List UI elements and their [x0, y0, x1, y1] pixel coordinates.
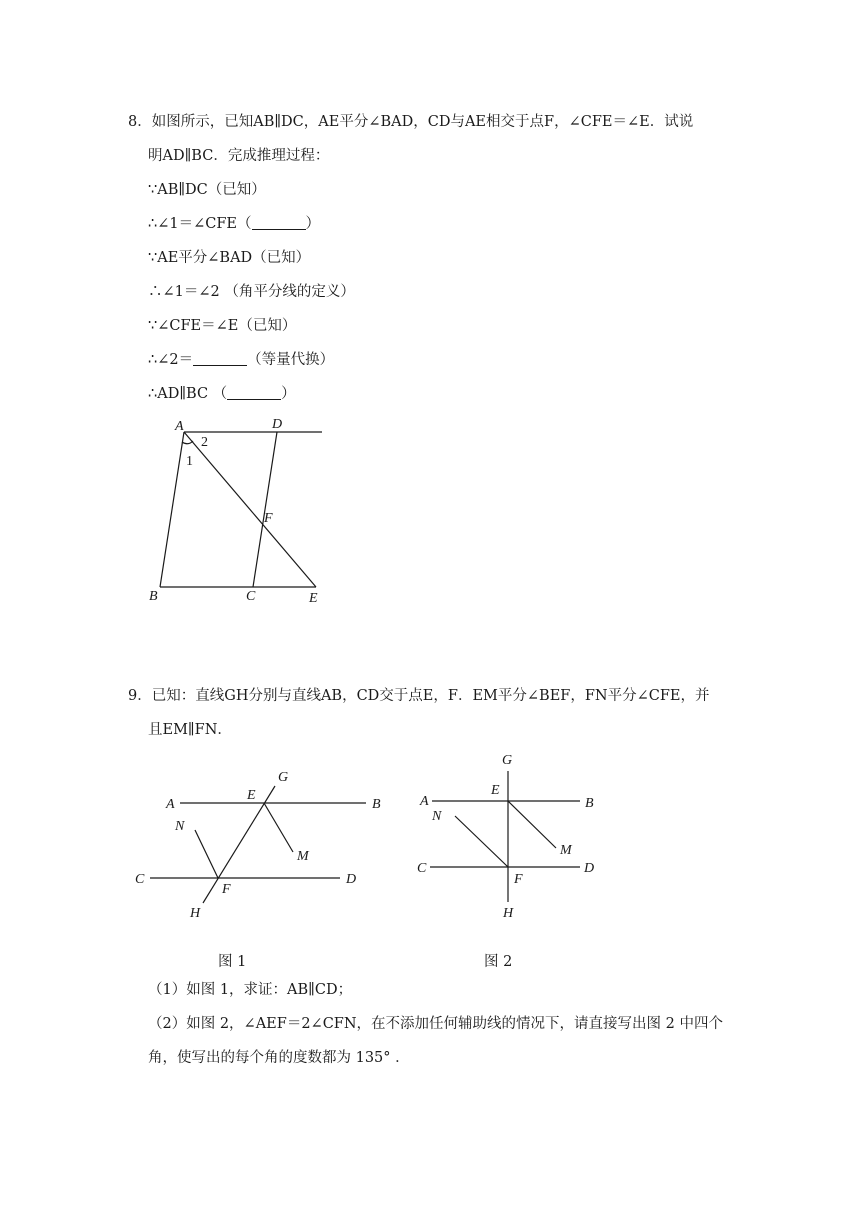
fig1-caption: 图 1: [218, 954, 247, 970]
q8-step-1: ∵AB∥DC（已知）: [148, 182, 266, 198]
q9-stem-text-1: 已知：直线GH分别与直线AB，CD交于点E，F．EM平分∠BEF，FN平分∠CFE，并: [151, 688, 710, 704]
fig1-label-B: B: [372, 797, 381, 812]
fig1-label-M: M: [297, 849, 309, 864]
q8-stem-text-1: 如图所示，已知AB∥DC，AE平分∠BAD，CD与AE相交于点F，∠CFE＝∠E．试说: [151, 114, 694, 130]
fig2-label-D: D: [584, 861, 595, 876]
q8-step-2-close: ）: [305, 216, 320, 232]
fig1-label-D: D: [346, 872, 357, 887]
fig2-label-C: C: [417, 861, 427, 876]
fig1-label-N: N: [175, 819, 185, 834]
fig2-label-B: B: [585, 796, 594, 811]
fig2-ray-FN: [455, 816, 508, 867]
q9-part-2-line1: （2）如图 2，∠AEF＝2∠CFN，在不添加任何辅助线的情况下，请直接写出图 2 中四个: [148, 1016, 723, 1032]
q8-step-6-suffix: （等量代换）: [247, 352, 335, 368]
fig1-label-G: G: [278, 770, 289, 785]
fig2-label-G: G: [502, 753, 513, 768]
q8-step-5: ∵∠CFE＝∠E（已知）: [148, 318, 297, 334]
fig2-label-F: F: [514, 872, 523, 887]
q8-label-A: A: [175, 419, 184, 434]
fig1-label-C: C: [135, 872, 145, 887]
q9-part-1: （1）如图 1，求证：AB∥CD；: [148, 982, 353, 998]
fig2-ray-EM: [508, 801, 556, 848]
q8-label-D: D: [272, 417, 283, 432]
q8-step-6-text: ∴∠2＝: [148, 352, 194, 368]
q8-step-3: ∵AE平分∠BAD（已知）: [148, 250, 311, 266]
q8-label-C: C: [246, 589, 256, 604]
q8-label-B: B: [149, 589, 158, 604]
q8-step-4: ∴∠1＝∠2 （角平分线的定义）: [148, 284, 355, 300]
fig1-label-F: F: [222, 882, 231, 897]
fig1-label-E: E: [247, 788, 256, 803]
q8-stem-line2: 明AD∥BC．完成推理过程：: [148, 148, 330, 164]
q9-stem-line2: 且EM∥FN．: [148, 722, 232, 738]
q9-number: 9．: [128, 688, 152, 704]
fig1-label-A: A: [166, 797, 175, 812]
fig2-label-A: A: [420, 794, 429, 809]
fig2-label-E: E: [491, 783, 500, 798]
q8-label-1: 1: [186, 454, 193, 469]
q8-step-7-text: ∴AD∥BC （: [148, 386, 228, 402]
q8-label-E: E: [309, 591, 318, 606]
q8-label-F: F: [264, 511, 273, 526]
q8-number: 8．: [128, 114, 152, 130]
q9-part-2-line2: 角，使写出的每个角的度数都为 135° ．: [148, 1050, 410, 1066]
fig2-label-H: H: [503, 906, 514, 921]
q8-step-7-close: ）: [281, 386, 296, 402]
fig2-caption: 图 2: [484, 954, 513, 970]
fig1-label-H: H: [190, 906, 201, 921]
fig2-label-N: N: [432, 809, 442, 824]
q8-step-2-text: ∴∠1＝∠CFE（: [148, 216, 252, 232]
fig2-label-M: M: [560, 843, 572, 858]
q8-label-2: 2: [201, 435, 208, 450]
